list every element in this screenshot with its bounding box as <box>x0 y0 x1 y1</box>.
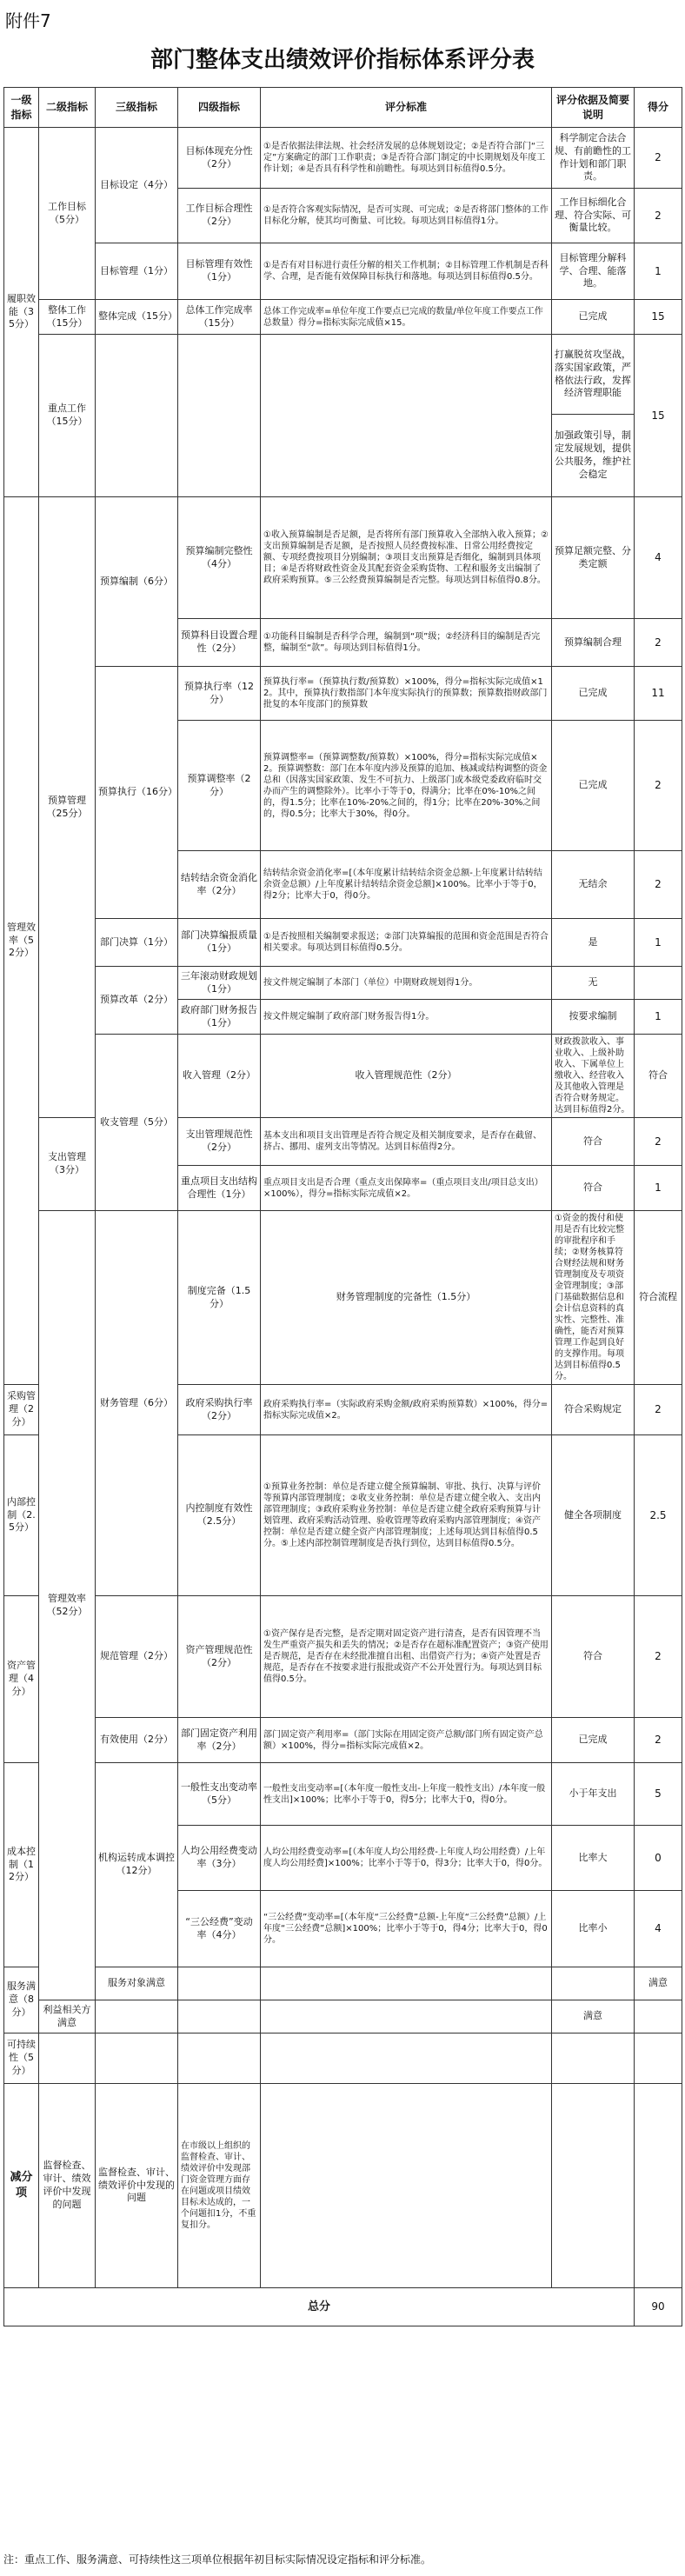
basis-cell: 无结余 <box>552 851 635 919</box>
basis-cell: 无 <box>552 967 635 1000</box>
empty-cell <box>96 335 178 497</box>
l1-cell: 管理效率（52分） <box>39 1211 96 2000</box>
l4-cell: 预算编制完整性（4分） <box>178 497 261 619</box>
score-cell: 1 <box>635 243 682 300</box>
l3-cell: 预算改革（2分） <box>96 967 178 1035</box>
evaluation-table <box>3 87 682 2326</box>
basis-cell: 符合 <box>552 1596 635 1718</box>
l3-cell: 机构运转成本调控（12分） <box>96 1763 178 1967</box>
l4-cell: 预算科目设置合理性（2分） <box>178 619 261 667</box>
l3-cell: 内部控制（2.5分） <box>4 1435 39 1596</box>
basis-cell: 加强政策引导，制定发展规划，提供公共服务，维护社会稳定 <box>552 415 635 497</box>
standard-cell: 预算执行率=（预算执行数/预算数）×100%，得分=指标实际完成值×12。其中，预算执行数指部门本年度实际执行的预算数；预算数指财政部门批复的本年度部门的预算数 <box>261 667 552 721</box>
empty-cell <box>178 2034 261 2084</box>
l3-cell: 收入管理（2分） <box>178 1035 261 1118</box>
l3-cell: 监督检查、审计、绩效评价中发现的问题 <box>96 2084 178 2288</box>
table-row <box>4 243 682 300</box>
l1-cell: 服务满意（8分） <box>4 1967 39 2034</box>
score-cell: 4 <box>635 497 682 619</box>
table-row <box>4 1596 682 1718</box>
basis-cell: 科学制定合法合规、有前瞻性的工作计划和部门职责。 <box>552 128 635 189</box>
standard-cell: 总体工作完成率=单位年度工作要点已完成的数量/单位年度工作要点工作总数量）得分=指标实际完成值×15。 <box>261 300 552 335</box>
standard-cell: ①是否符合客观实际情况，是否可实现、可完成；②是否将部门整体的工作目标化分解，使其均可衡量、可比较。每项达到目标值得1分。 <box>261 189 552 243</box>
empty-cell <box>178 335 261 497</box>
basis-cell: 比率小 <box>552 1891 635 1967</box>
header-cell: 二级指标 <box>39 88 96 128</box>
l3-cell: 制度完备（1.5分） <box>178 1211 261 1385</box>
l4-cell: 资产管理规范性（2分） <box>178 1596 261 1718</box>
empty-cell <box>178 1967 261 2000</box>
basis-cell: 已完成 <box>552 721 635 851</box>
empty-cell <box>635 2084 682 2288</box>
score-cell: 2 <box>635 851 682 919</box>
l4-cell: 人均公用经费变动率（3分） <box>178 1826 261 1891</box>
l2-cell: 财务管理（6分） <box>96 1211 178 1596</box>
l1-cell: 减分项 <box>4 2084 39 2288</box>
basis-cell: 符合采购规定 <box>552 1385 635 1435</box>
empty-cell <box>178 2000 261 2034</box>
score-cell: 2 <box>635 1118 682 1166</box>
standard-cell: ①资金的拨付和使用是否有比较完整的审批程序和手续；②财务核算符合财经法规和财务管理制度及专项资金管理制度；③部门基础数据信息和会计信息资料的真实性、完整性、准确性，能否对预算管理工作起到良好的支撑作用。每项达到目标值得0.5分。 <box>552 1211 635 1385</box>
l2-cell: 整体工作（15分） <box>39 300 96 335</box>
table-row <box>4 1035 682 1118</box>
score-cell: 2 <box>635 128 682 189</box>
l4-cell: 部门决算编报质量（1分） <box>178 919 261 967</box>
empty-cell <box>552 1967 635 2000</box>
table-row <box>4 2034 682 2084</box>
header-cell: 评分依据及简要说明 <box>552 88 635 128</box>
standard-cell: 预算调整率=（预算调整数/预算数）×100%，得分=指标实际完成值×2。预算调整数：部门在本年度内涉及预算的追加、核减或结构调整的资金总和（因落实国家政策、发生不可抗力、上级部门或本级党委政府临时交办而产生的调整除外）。比率小于等于0，得满分；比率在0%-10%之间的，得1.5分；比率在10%-20%之间的，得1分；比率在20%-30%之间的，得0.5分；比率大于30%，得0分。 <box>261 721 552 851</box>
standard-cell: ①是否依据法律法规、社会经济发展的总体规划设定；②是否符合部门“三定”方案确定的部门工作职责；③是否符合部门制定的中长期规划及年度工作计划；④是否具有科学性和前瞻性。每项达到目标值得0.5分。 <box>261 128 552 189</box>
table-row <box>4 667 682 721</box>
standard-cell: ①资产保存是否完整，是否定期对固定资产进行清查，是否有因管理不当发生严重资产损失和丢失的情况；②是否存在超标准配置资产；③资产使用是否规范，是否存在未经批准擅自出租、出借资产行为；④资产处置是否规范，是否存在不按要求进行报批或资产不公开处置行为。每项达到目标值得0.5分。 <box>261 1596 552 1718</box>
standard-cell: ①是否有对目标进行责任分解的相关工作机制；②目标管理工作机制是否科学、合理，是否能有效保障目标执行和落地。每项达到目标值得0.5分。 <box>261 243 552 300</box>
empty-cell <box>261 1967 552 2000</box>
standard-cell: ①预算业务控制：单位是否建立健全预算编制、审批、执行、决算与评价等预算内部管理制度；②收支业务控制：单位是否建立健全收入、支出内部管理制度；③政府采购业务控制：单位是否建立健全政府采购预算与计划管理、政府采购活动管理、验收管理等政府采购内部管理制度；④资产控制：单位是否建立健全资产内部管理制度；上述每项达到目标值得0.5分。⑤上述内部控制管理制度是否执行到位，达到目标值得0.5分。 <box>261 1435 552 1596</box>
standard-cell: 结转结余资金消化率=[（本年度累计结转结余资金总额-上年度累计结转结余资金总额）/上年度累计结转结余资金总额]×100%。比率小于等于0，得2分；比率大于0，得0分。 <box>261 851 552 919</box>
standard-cell: 在市级以上组织的监督检查、审计、绩效评价中发现部门资金管理方面存在问题或项目绩效目标未达成的，一个问题扣1分，不重复扣分。 <box>178 2084 261 2288</box>
score-cell: 2 <box>635 619 682 667</box>
basis-cell: 已完成 <box>552 300 635 335</box>
l2-cell: 服务对象满意 <box>96 1967 178 2000</box>
basis-cell: 按要求编制 <box>552 1000 635 1035</box>
l2-cell: 收支管理（5分） <box>96 1035 178 1211</box>
table-row <box>4 1967 682 2000</box>
l1-cell: 管理效率（52分） <box>4 497 39 1385</box>
table-row <box>4 335 682 415</box>
l4-cell: 总体工作完成率（15分） <box>178 300 261 335</box>
l4-cell: 目标体现充分性（2分） <box>178 128 261 189</box>
l4-cell: 财务管理制度的完备性（1.5分） <box>261 1211 552 1385</box>
table-row <box>4 1211 682 1385</box>
basis-cell: 预算编制合理 <box>552 619 635 667</box>
l4-cell: 重点项目支出结构合理性（1分） <box>178 1166 261 1211</box>
standard-cell: ①收入预算编制是否足额，是否将所有部门预算收入全部纳入收入预算；②支出预算编制是否足额，是否按照人员经费按标准、日常公用经费按定额、专项经费按项目分别编制；③项目支出预算是否细化，编制到具体项目；④是否将财政性资金及其配套资金采购货物、工程和服务支出编制了政府采购预算。⑤三公经费预算编制是否完整。每项达到目标值得0.8分。 <box>261 497 552 619</box>
l3-cell: 整体完成（15分） <box>96 300 178 335</box>
l2-cell: 成本控制（12分） <box>4 1763 39 1967</box>
l3-cell: 预算执行（16分） <box>96 667 178 919</box>
l3-cell: 预算编制（6分） <box>96 497 178 667</box>
l4-cell: 预算执行率（12分） <box>178 667 261 721</box>
empty-cell <box>96 2034 178 2084</box>
l4-cell: 政府部门财务报告（1分） <box>178 1000 261 1035</box>
empty-cell <box>261 2084 552 2288</box>
basis-cell: 已完成 <box>552 1718 635 1763</box>
basis-cell: 符合 <box>552 1118 635 1166</box>
l4-cell: 内控制度有效性（2.5分） <box>178 1435 261 1596</box>
total-label: 总分 <box>4 2288 635 2326</box>
empty-cell <box>552 2084 635 2288</box>
basis-cell: 是 <box>552 919 635 967</box>
empty-cell <box>635 2034 682 2084</box>
empty-cell <box>261 2034 552 2084</box>
score-cell: 11 <box>635 667 682 721</box>
table-row <box>4 2084 682 2288</box>
score-cell: 15 <box>635 335 682 497</box>
l4-cell: “三公经费”变动率（4分） <box>178 1891 261 1967</box>
l1-cell: 履职效能（35分） <box>4 128 39 497</box>
table-row <box>4 2000 682 2034</box>
table-row <box>4 300 682 335</box>
basis-cell: 符合流程 <box>635 1211 682 1385</box>
table-row <box>4 1763 682 1826</box>
l2-cell: 预算管理（25分） <box>39 497 96 1118</box>
table-row <box>4 967 682 1000</box>
standard-cell: 基本支出和项目支出管理是否符合规定及相关制度要求，是否存在截留、挤占、挪用、虚列支出等情况。达到目标值得2分。 <box>261 1118 552 1166</box>
basis-cell: 符合 <box>635 1035 682 1118</box>
basis-cell: 比率大 <box>552 1826 635 1891</box>
basis-cell: 满意 <box>552 2000 635 2034</box>
l4-cell: 一般性支出变动率（5分） <box>178 1763 261 1826</box>
footnote: 注：重点工作、服务满意、可持续性这三项单位根据年初目标实际情况设定指标和评分标准。 <box>3 2553 432 2566</box>
standard-cell: 部门固定资产利用率=（部门实际在用固定资产总额/部门所有固定资产总额）×100%，得分=指标实际完成值×2。 <box>261 1718 552 1763</box>
standard-cell: 政府采购执行率=（实际政府采购金额/政府采购预算数）×100%，得分=指标实际完成值×2。 <box>261 1385 552 1435</box>
empty-cell <box>261 2000 552 2034</box>
empty-cell <box>39 2034 96 2084</box>
basis-cell: 工作目标细化合理、符合实际、可衡量比较。 <box>552 189 635 243</box>
attachment-label: 附件7 <box>5 10 51 31</box>
score-cell: 1 <box>635 1000 682 1035</box>
standard-cell: 按文件规定编制了政府部门财务报告得1分。 <box>261 1000 552 1035</box>
score-cell: 0 <box>635 1826 682 1891</box>
score-cell: 2 <box>635 721 682 851</box>
header-cell: 四级指标 <box>178 88 261 128</box>
score-cell: 4 <box>635 1891 682 1967</box>
score-cell: 15 <box>635 300 682 335</box>
l4-cell: 预算调整率（2分） <box>178 721 261 851</box>
total-row <box>4 2288 682 2326</box>
basis-cell: 健全各项制度 <box>552 1435 635 1596</box>
basis-cell: 目标管理分解科学、合理、能落地。 <box>552 243 635 300</box>
empty-cell <box>552 2034 635 2084</box>
score-cell: 1 <box>635 919 682 967</box>
score-cell: 2 <box>635 1385 682 1435</box>
basis-cell: 打赢脱贫攻坚战，落实国家政策，严格依法行政，发挥经济管理职能 <box>552 335 635 415</box>
standard-cell: ①功能科目编制是否科学合理，编制到“项”级；②经济科目的编制是否完整，编制至“款”。每项达到目标值得1分。 <box>261 619 552 667</box>
l4-cell: 三年滚动财政规划（1分） <box>178 967 261 1000</box>
l2-cell: 监督检查、审计、绩效评价中发现的问题 <box>39 2084 96 2288</box>
l2-cell: 重点工作（15分） <box>39 335 96 497</box>
l4-cell: 部门固定资产利用率（2分） <box>178 1718 261 1763</box>
standard-cell: ①是否按照相关编制要求报送；②部门决算编报的范围和资金范围是否符合相关要求。每项达到目标值得0.5分。 <box>261 919 552 967</box>
l3-cell: 部门决算（1分） <box>96 919 178 967</box>
table-row <box>4 497 682 619</box>
table-row <box>4 1718 682 1763</box>
table-row <box>4 919 682 967</box>
basis-cell: 小于年支出 <box>552 1763 635 1826</box>
empty-cell <box>261 335 552 497</box>
standard-cell: 按文件规定编制了本部门（单位）中期财政规划得1分。 <box>261 967 552 1000</box>
score-cell: 2 <box>635 1596 682 1718</box>
l3-cell: 采购管理（2分） <box>4 1385 39 1435</box>
l3-cell: 有效使用（2分） <box>96 1718 178 1763</box>
empty-cell <box>96 2000 178 2034</box>
total-score: 90 <box>635 2288 682 2326</box>
l4-cell: 工作目标合理性（2分） <box>178 189 261 243</box>
score-cell: 2 <box>635 1718 682 1763</box>
l2-cell: 利益相关方满意 <box>39 2000 96 2034</box>
l4-cell: 政府采购执行率（2分） <box>178 1385 261 1435</box>
score-cell: 2.5 <box>635 1435 682 1596</box>
l4-cell: 目标管理有效性（1分） <box>178 243 261 300</box>
l3-cell: 支出管理（3分） <box>39 1118 96 1211</box>
l1-cell: 可持续性（5分） <box>4 2034 39 2084</box>
l4-cell: 支出管理规范性（2分） <box>178 1118 261 1166</box>
header-cell: 三级指标 <box>96 88 178 128</box>
header-row <box>4 88 682 128</box>
l2-cell: 工作目标（5分） <box>39 128 96 300</box>
score-cell: 2 <box>635 189 682 243</box>
standard-cell: 一般性支出变动率=[（本年度一般性支出-上年度一般性支出）/本年度一般性支出]×100%；比率小于等于0，得5分；比率大于0，得0分。 <box>261 1763 552 1826</box>
standard-cell: 财政拨款收入、事业收入、上级补助收入、下属单位上缴收入、经营收入及其他收入管理是否符合财务规定。达到目标值得2分。 <box>552 1035 635 1118</box>
basis-cell: 符合 <box>552 1166 635 1211</box>
l3-cell: 目标设定（4分） <box>96 128 178 243</box>
standard-cell: 重点项目支出是否合理（重点支出保障率=（重点项目支出/项目总支出）×100%），得分=指标实际完成值×2。 <box>261 1166 552 1211</box>
l4-cell: 收入管理规范性（2分） <box>261 1035 552 1118</box>
l3-cell: 目标管理（1分） <box>96 243 178 300</box>
table-row <box>4 128 682 189</box>
basis-cell: 满意 <box>635 1967 682 2000</box>
header-cell: 得分 <box>635 88 682 128</box>
l4-cell: 结转结余资金消化率（2分） <box>178 851 261 919</box>
score-cell: 5 <box>635 1763 682 1826</box>
l3-cell: 规范管理（2分） <box>96 1596 178 1718</box>
standard-cell: 人均公用经费变动率=[（本年度人均公用经费-上年度人均公用经费）/上年度人均公用经费]×100%；比率小于等于0，得3分；比率大于0，得0分。 <box>261 1826 552 1891</box>
l2-cell: 资产管理（4分） <box>4 1596 39 1763</box>
score-cell <box>635 967 682 1000</box>
header-cell: 评分标准 <box>261 88 552 128</box>
page-title: 部门整体支出绩效评价指标体系评分表 <box>150 47 535 73</box>
standard-cell: “三公经费”变动率=[（本年度“三公经费”总额-上年度“三公经费”总额）/上年度“三公经费”总额]×100%；比率小于等于0，得4分；比率大于0，得0分。 <box>261 1891 552 1967</box>
score-cell <box>635 2000 682 2034</box>
basis-cell: 已完成 <box>552 667 635 721</box>
basis-cell: 预算足额完整、分类定额 <box>552 497 635 619</box>
score-cell: 1 <box>635 1166 682 1211</box>
header-cell: 一级指标 <box>4 88 39 128</box>
